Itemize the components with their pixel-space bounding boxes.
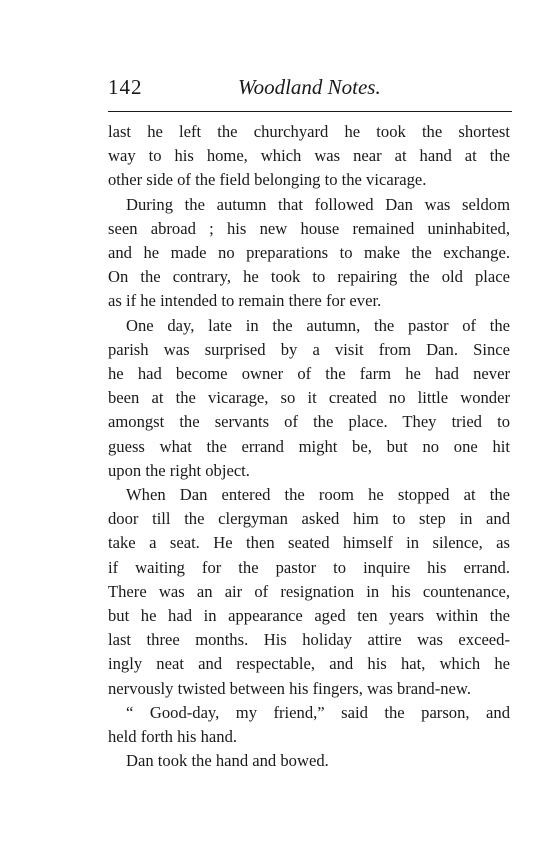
body-text [108,120,510,773]
text-line: last three months. His holiday attire was exceed- [108,630,510,650]
text-line: if waiting for the pastor to inquire his errand. [108,557,510,577]
text-line: held forth his hand. [108,727,238,747]
paragraph [108,120,510,193]
text-line: upon the right object. [108,460,250,480]
text-line: other side of the field belonging to the vicarage. [108,170,427,190]
text-line: last he left the churchyard he took the shortest [108,122,510,141]
header-rule [108,111,512,112]
text-line: When Dan entered the room he stopped at the [126,485,510,505]
text-line: There was an air of resignation in his countenance, [108,581,510,601]
text-line: he had become owner of the farm he had never [108,364,510,384]
text-line: parish was surprised by a visit from Dan. Since [108,339,510,359]
text-line: as if he intended to remain there for ever. [108,291,382,311]
paragraph [108,749,510,773]
text-line: but he had in appearance aged ten years within the [108,606,510,626]
page-header [108,75,512,105]
paragraph [108,314,510,483]
paragraph [108,193,510,314]
text-line: amongst the servants of the place. They tried to [108,412,510,432]
text-line: ingly neat and respectable, and his hat, which he [108,654,510,674]
text-line: been at the vicarage, so it created no little wonder [108,388,510,408]
page-number: 142 [108,75,143,99]
text-line: seen abroad ; his new house remained uninhabited, [108,218,510,238]
text-line: and he made no preparations to make the exchange. [108,243,510,263]
text-line: On the contrary, he took to repairing the old place [108,267,510,287]
text-line: One day, late in the autumn, the pastor of the [126,315,510,335]
paragraph [108,701,510,749]
text-line: door till the clergyman asked him to step in and [108,509,510,529]
text-line: guess what the errand might be, but no one hit [108,436,510,456]
text-line: way to his home, which was near at hand at the [108,146,510,166]
text-line: During the autumn that followed Dan was seldom [126,194,510,214]
running-title: Woodland Notes. [238,75,381,99]
paragraph [108,483,510,701]
text-line: “ Good-day, my friend,” said the parson, and [126,702,510,722]
text-line: take a seat. He then seated himself in silence, as [108,533,510,553]
text-line: Dan took the hand and bowed. [126,751,329,771]
text-line: nervously twisted between his fingers, was brand-new. [108,678,471,698]
